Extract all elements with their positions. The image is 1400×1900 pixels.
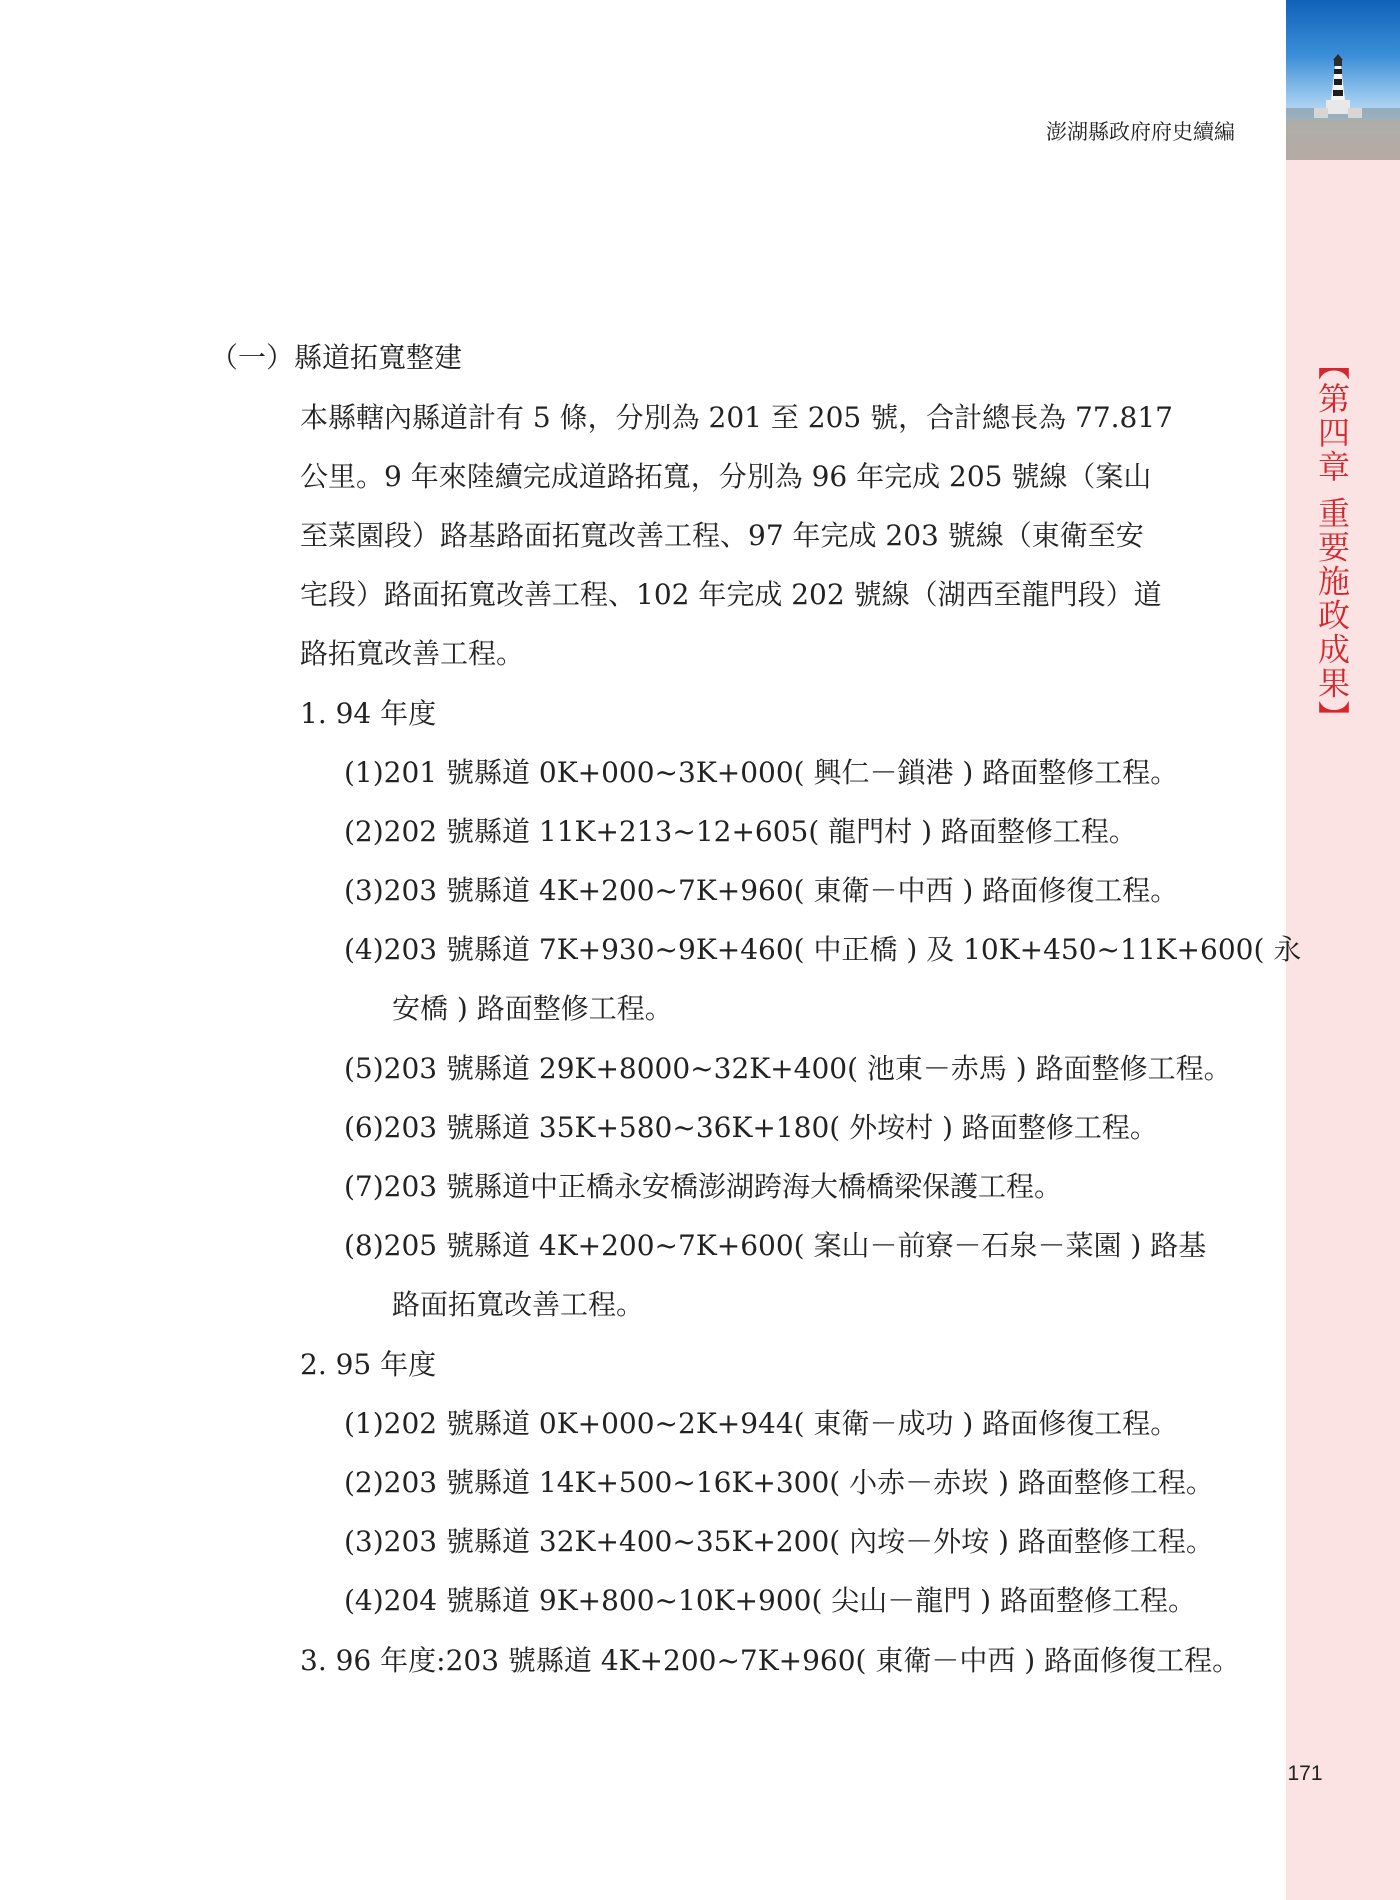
intro-line: 本縣轄內縣道計有 5 條，分別為 201 至 205 號，合計總長為 77.817: [300, 401, 1173, 434]
intro-line: 公里。9 年來陸續完成道路拓寬，分別為 96 年完成 205 號線（案山: [300, 460, 1152, 493]
section-heading: （一）縣道拓寬整建: [210, 341, 463, 374]
list-item: (3)203 號縣道 4K+200~7K+960( 東衛－中西 ) 路面修復工程。: [344, 874, 1179, 907]
list-item: (2)202 號縣道 11K+213~12+605( 龍門村 ) 路面整修工程。: [344, 815, 1137, 848]
intro-line: 至菜園段）路基路面拓寬改善工程、97 年完成 203 號線（東衛至安: [300, 519, 1144, 552]
running-header: 澎湖縣政府府史續編: [1046, 120, 1235, 144]
page-number: 171: [1287, 1762, 1323, 1785]
list-item: (6)203 號縣道 35K+580~36K+180( 外垵村 ) 路面整修工程。: [344, 1111, 1158, 1144]
list-item: 安橋 ) 路面整修工程。: [392, 992, 673, 1025]
chapter-label: 【第四章 重要施政成果】: [1313, 348, 1351, 735]
intro-line: 路拓寬改善工程。: [300, 637, 525, 670]
list-item: (8)205 號縣道 4K+200~7K+600( 案山－前寮－石泉－菜園 ) 路基: [344, 1229, 1207, 1262]
chapter-tab: [1306, 348, 1358, 734]
list-item: (1)201 號縣道 0K+000~3K+000( 興仁－鎖港 ) 路面整修工程。: [344, 756, 1179, 789]
lighthouse-photo: [1286, 0, 1400, 160]
list-item: (7)203 號縣道中正橋永安橋澎湖跨海大橋橋梁保護工程。: [344, 1170, 1063, 1203]
list-item: (3)203 號縣道 32K+400~35K+200( 內垵－外垵 ) 路面整修工程。: [344, 1525, 1214, 1558]
list-item: (5)203 號縣道 29K+8000~32K+400( 池東－赤馬 ) 路面整修工程。: [344, 1052, 1232, 1085]
list-item: (2)203 號縣道 14K+500~16K+300( 小赤－赤崁 ) 路面整修工程。: [344, 1466, 1214, 1499]
list-item: (4)204 號縣道 9K+800~10K+900( 尖山－龍門 ) 路面整修工程。: [344, 1584, 1197, 1617]
year-heading: 3. 96 年度:203 號縣道 4K+200~7K+960( 東衛－中西 ) 路面修復工程。: [300, 1644, 1241, 1677]
year-heading: 1. 94 年度: [300, 697, 437, 730]
list-item: (1)202 號縣道 0K+000~2K+944( 東衛－成功 ) 路面修復工程。: [344, 1407, 1179, 1440]
list-item: 路面拓寬改善工程。: [392, 1288, 645, 1321]
list-item: (4)203 號縣道 7K+930~9K+460( 中正橋 ) 及 10K+450~11K+600( 永: [344, 933, 1302, 966]
intro-line: 宅段）路面拓寬改善工程、102 年完成 202 號線（湖西至龍門段）道: [300, 578, 1162, 611]
year-heading: 2. 95 年度: [300, 1348, 437, 1381]
lighthouse-icon: [1286, 0, 1400, 160]
chapter-sidebar: [1286, 0, 1400, 1900]
